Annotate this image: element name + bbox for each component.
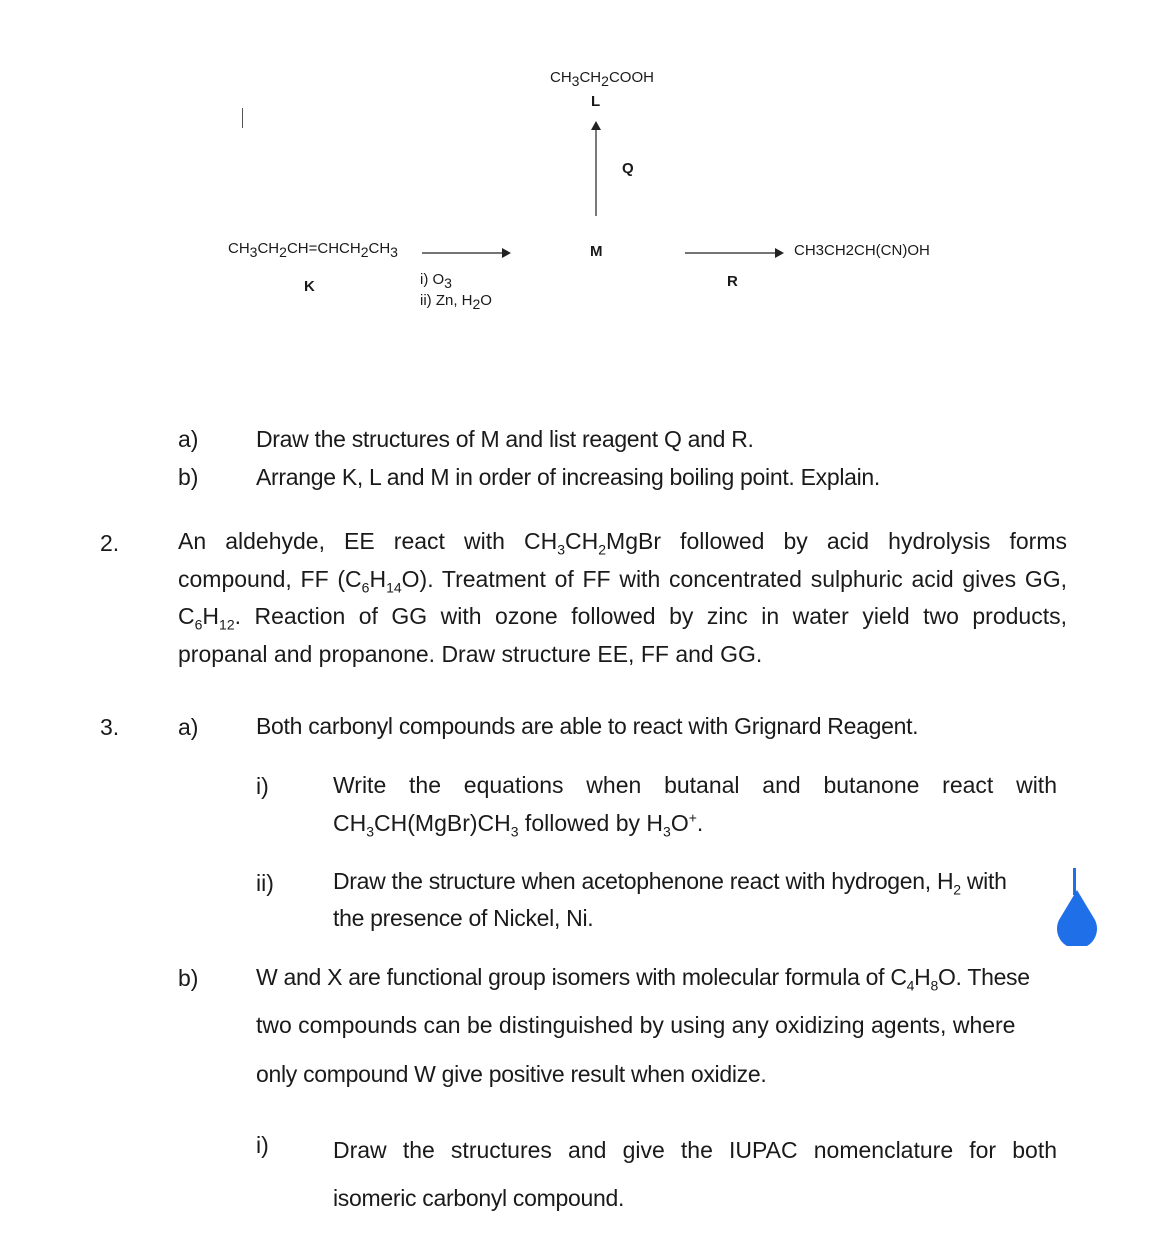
q3-part-b-label: b) xyxy=(178,965,199,991)
q3-a-i-line-2: $CH_3CH(MgBr)CH_3$ followed by $H_3O^+$. xyxy=(333,808,704,840)
label-Q: Q xyxy=(622,160,634,177)
cyanohydrin-product: CH3CH2CH(CN)OH xyxy=(794,242,930,259)
compound-K-formula: $CH_3CH_2CH=CHCH_2CH_3$ xyxy=(228,240,398,260)
text-selection-handle[interactable] xyxy=(1053,888,1101,946)
reagent-step-2: ii) Zn, $H_2O$ xyxy=(420,292,492,312)
q3-a-ii-label: ii) xyxy=(256,870,274,896)
q3-a-i-label: i) xyxy=(256,773,269,799)
q2-line-1: An aldehyde, EE react with $CH_3CH_2MgBr$ followed by acid hydrolysis forms xyxy=(178,528,1067,558)
q3-part-a-text: Both carbonyl compounds are able to react with Grignard Reagent. xyxy=(256,713,919,739)
q3-b-line-1: W and X are functional group isomers with molecular formula of $C_4H_8O$. These xyxy=(256,964,1030,994)
q2-line-4: propanal and propanone. Draw structure EE, FF and GG. xyxy=(178,640,763,667)
arrow-K-to-M xyxy=(420,246,512,260)
q3-b-line-3: only compound W give positive result when oxidize. xyxy=(256,1061,767,1087)
q1-part-b-label: b) xyxy=(178,464,199,490)
q3-b-i-label: i) xyxy=(256,1132,269,1158)
q2-line-3: $C_6H_{12}$. Reaction of GG with ozone followed by zinc in water yield two products, xyxy=(178,603,1067,633)
q3-number: 3. xyxy=(100,714,120,740)
q3-b-line-2: two compounds can be distinguished by using any oxidizing agents, where xyxy=(256,1012,1016,1038)
q1-part-a-text: Draw the structures of M and list reagent Q and R. xyxy=(256,426,754,452)
stray-mark xyxy=(242,108,243,128)
label-M: M xyxy=(590,243,603,260)
q3-b-i-line-1: Draw the structures and give the IUPAC nomenclature for both xyxy=(333,1137,1057,1163)
q2-line-2: compound, FF $(C_6H_{14}O)$. Treatment of FF with concentrated sulphuric acid gives GG, xyxy=(178,565,1067,596)
q1-part-a-label: a) xyxy=(178,426,199,452)
q3-a-i-text xyxy=(333,767,1057,842)
arrow-M-to-L xyxy=(589,120,603,218)
q3-b-i-text xyxy=(333,1126,1057,1222)
q3-b-i-line-2: isomeric carbonyl compound. xyxy=(333,1185,625,1211)
label-R: R xyxy=(727,273,738,290)
q3-a-i-line-1: Write the equations when butanal and butanone react with xyxy=(333,772,1057,798)
q3-part-a-label: a) xyxy=(178,714,199,740)
reagent-step-1: i) $O_3$ xyxy=(420,271,452,291)
q1-part-b-text: Arrange K, L and M in order of increasing boiling point. Explain. xyxy=(256,464,881,490)
q2-paragraph xyxy=(178,523,1067,673)
label-L: L xyxy=(591,93,601,110)
arrow-M-to-product xyxy=(684,246,786,260)
compound-L-formula: $CH_3CH_2COOH$ xyxy=(550,69,654,89)
q3-a-ii-line-1: Draw the structure when acetophenone react with hydrogen, $H_2$ with xyxy=(333,868,1007,898)
q2-number: 2. xyxy=(100,530,120,556)
label-K: K xyxy=(304,278,315,295)
q3-a-ii-line-2: the presence of Nickel, Ni. xyxy=(333,905,594,931)
